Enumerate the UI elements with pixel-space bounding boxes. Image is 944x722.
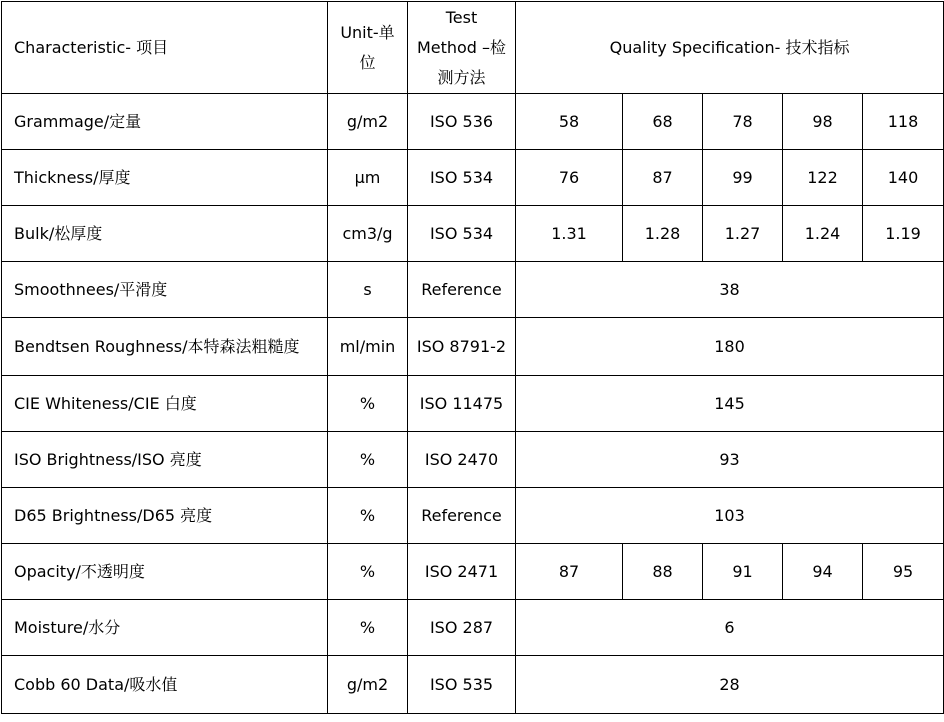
- method-cell: ISO 287: [408, 600, 516, 656]
- value-cell: 118: [863, 94, 944, 150]
- unit-cell: g/m2: [328, 656, 408, 714]
- unit-cell: %: [328, 432, 408, 488]
- value-cell: 28: [516, 656, 944, 714]
- value-cell: 1.19: [863, 206, 944, 262]
- characteristic-cell: Cobb 60 Data/吸水值: [2, 656, 328, 714]
- unit-cell: %: [328, 488, 408, 544]
- value-cell: 145: [516, 376, 944, 432]
- unit-cell: %: [328, 600, 408, 656]
- value-cell: 88: [623, 544, 703, 600]
- table-row: [2, 656, 944, 714]
- characteristic-cell: Smoothnees/平滑度: [2, 262, 328, 318]
- value-cell: 58: [516, 94, 623, 150]
- table-row: [2, 600, 944, 656]
- value-cell: 38: [516, 262, 944, 318]
- value-cell: 140: [863, 150, 944, 206]
- value-cell: 99: [703, 150, 783, 206]
- method-cell: ISO 11475: [408, 376, 516, 432]
- value-cell: 91: [703, 544, 783, 600]
- value-cell: 1.27: [703, 206, 783, 262]
- characteristic-cell: D65 Brightness/D65 亮度: [2, 488, 328, 544]
- table-row: [2, 432, 944, 488]
- table-row: [2, 94, 944, 150]
- value-cell: 76: [516, 150, 623, 206]
- characteristic-cell: Opacity/不透明度: [2, 544, 328, 600]
- method-cell: ISO 534: [408, 206, 516, 262]
- value-cell: 6: [516, 600, 944, 656]
- value-cell: 1.31: [516, 206, 623, 262]
- value-cell: 78: [703, 94, 783, 150]
- value-cell: 103: [516, 488, 944, 544]
- method-cell: Reference: [408, 262, 516, 318]
- value-cell: 87: [516, 544, 623, 600]
- characteristic-cell: Thickness/厚度: [2, 150, 328, 206]
- table-row: [2, 262, 944, 318]
- table-row: [2, 150, 944, 206]
- table-row: [2, 376, 944, 432]
- table-row: [2, 318, 944, 376]
- value-cell: 93: [516, 432, 944, 488]
- characteristic-cell: CIE Whiteness/CIE 白度: [2, 376, 328, 432]
- header-row: [2, 2, 944, 94]
- characteristic-cell: ISO Brightness/ISO 亮度: [2, 432, 328, 488]
- header-quality-specification: Quality Specification- 技术指标: [516, 2, 944, 94]
- characteristic-cell: Grammage/定量: [2, 94, 328, 150]
- value-cell: 180: [516, 318, 944, 376]
- specification-table: [1, 1, 944, 714]
- header-test-method: Test Method –检测方法: [408, 2, 516, 94]
- unit-cell: g/m2: [328, 94, 408, 150]
- characteristic-cell: Bulk/松厚度: [2, 206, 328, 262]
- unit-cell: %: [328, 544, 408, 600]
- method-cell: Reference: [408, 488, 516, 544]
- header-unit: Unit-单位: [328, 2, 408, 94]
- method-cell: ISO 2471: [408, 544, 516, 600]
- header-characteristic: Characteristic- 项目: [2, 2, 328, 94]
- unit-cell: %: [328, 376, 408, 432]
- value-cell: 95: [863, 544, 944, 600]
- method-cell: ISO 535: [408, 656, 516, 714]
- value-cell: 68: [623, 94, 703, 150]
- value-cell: 87: [623, 150, 703, 206]
- table-row: [2, 206, 944, 262]
- characteristic-cell: Moisture/水分: [2, 600, 328, 656]
- method-cell: ISO 536: [408, 94, 516, 150]
- value-cell: 1.24: [783, 206, 863, 262]
- table-row: [2, 544, 944, 600]
- characteristic-cell: Bendtsen Roughness/本特森法粗糙度: [2, 318, 328, 376]
- unit-cell: μm: [328, 150, 408, 206]
- method-cell: ISO 2470: [408, 432, 516, 488]
- unit-cell: s: [328, 262, 408, 318]
- value-cell: 122: [783, 150, 863, 206]
- method-cell: ISO 534: [408, 150, 516, 206]
- method-cell: ISO 8791-2: [408, 318, 516, 376]
- table-row: [2, 488, 944, 544]
- unit-cell: ml/min: [328, 318, 408, 376]
- unit-cell: cm3/g: [328, 206, 408, 262]
- value-cell: 98: [783, 94, 863, 150]
- value-cell: 1.28: [623, 206, 703, 262]
- value-cell: 94: [783, 544, 863, 600]
